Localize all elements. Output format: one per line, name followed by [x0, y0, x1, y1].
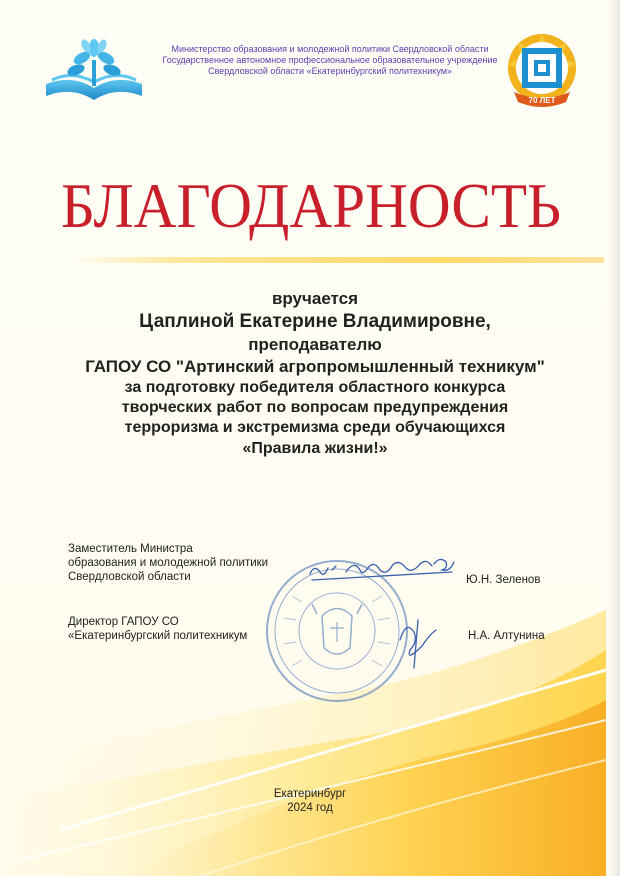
open-book-tree-icon: [42, 36, 146, 106]
position-line: Директор ГАПОУ СО: [68, 616, 179, 628]
footer: [210, 787, 410, 815]
ministry-line: Министерство образования и молодежной политики Свердловской области: [171, 44, 489, 54]
ministry-text: [150, 44, 510, 77]
footer-year: 2024 год: [287, 802, 333, 814]
certificate-body: [50, 288, 580, 460]
title-text: БЛАГОДАРНОСТЬ: [61, 170, 561, 241]
position-line: «Екатеринбургский политехникум: [68, 630, 248, 642]
position-line: Заместитель Министра: [68, 543, 193, 555]
signatory-1-name: Ю.Н. Зеленов: [466, 574, 541, 586]
reason-line: за подготовку победителя областного конкурса: [124, 379, 506, 396]
contest-name: «Правила жизни!»: [242, 440, 388, 457]
laurel-emblem-icon: [504, 30, 580, 110]
signatory-1-position: [68, 542, 268, 584]
anniversary-badge: 70 ЛЕТ: [528, 96, 556, 105]
ministry-line: Свердловской области «Екатеринбургский политехникум»: [208, 66, 452, 76]
ministry-line: Государственное автономное профессиональное образовательное учреждение: [162, 55, 498, 65]
footer-city: Екатеринбург: [273, 788, 347, 800]
recipient-name: Цаплиной Екатерине Владимировне,: [139, 311, 491, 332]
position-line: образования и молодежной политики: [68, 557, 269, 569]
position-line: Свердловской области: [68, 571, 191, 583]
handwritten-signatures: [302, 550, 472, 680]
recipient-organization: ГАПОУ СО "Артинский агропромышленный техникум": [85, 357, 545, 376]
header: [42, 30, 582, 110]
recipient-role: преподавателю: [248, 335, 382, 354]
signatory-2-position: [68, 615, 247, 643]
title-divider: [72, 257, 604, 263]
awarded-text: вручается: [271, 289, 359, 308]
signatory-2-name: Н.А. Алтунина: [468, 630, 545, 642]
reason-line: терроризма и экстремизма среди обучающихся: [124, 419, 506, 436]
certificate-title: [56, 165, 566, 245]
reason-line: творческих работ по вопросам предупреждения: [121, 399, 509, 416]
